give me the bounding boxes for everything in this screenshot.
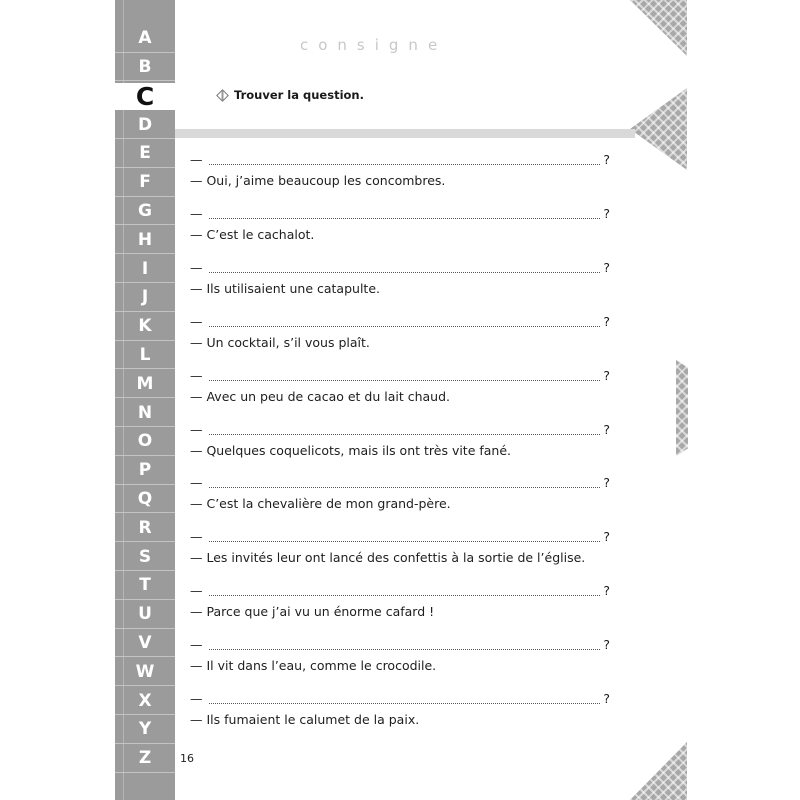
answer-text: — C’est le cachalot. — [190, 226, 315, 242]
question-blank[interactable] — [190, 150, 610, 168]
answer-text: — Un cocktail, s’il vous plaît. — [190, 334, 370, 350]
question-mark: ? — [603, 367, 610, 383]
dotted-answer-line[interactable] — [209, 703, 601, 704]
instruction-text: Trouver la question. — [234, 88, 364, 102]
letter-tab-q[interactable]: Q — [115, 486, 175, 514]
qa-pair — [190, 527, 610, 579]
qa-pair — [190, 581, 610, 633]
question-blank[interactable] — [190, 366, 610, 384]
letter-tab-k[interactable]: K — [115, 313, 175, 341]
letter-tab-i[interactable]: I — [115, 255, 175, 283]
letter-tab-v[interactable]: V — [115, 630, 175, 658]
question-dash: — — [190, 259, 203, 275]
letter-tab-r[interactable]: R — [115, 515, 175, 543]
qa-pair — [190, 150, 610, 202]
question-mark: ? — [603, 475, 610, 491]
letter-tab-h[interactable]: H — [115, 227, 175, 255]
letter-tab-j[interactable]: J — [115, 284, 175, 312]
qa-pair — [190, 258, 610, 310]
question-mark: ? — [603, 205, 610, 221]
letter-tab-x[interactable]: X — [115, 687, 175, 715]
letter-tab-f[interactable]: F — [115, 169, 175, 197]
question-blank[interactable] — [190, 258, 610, 276]
answer-text: — Les invités leur ont lancé des confettis à la sortie de l’église. — [190, 550, 586, 566]
letter-tab-m[interactable]: M — [115, 371, 175, 399]
letter-tab-s[interactable]: S — [115, 543, 175, 571]
answer-text: — Parce que j’ai vu un énorme cafard ! — [190, 604, 435, 620]
letter-tab-a[interactable]: A — [115, 25, 175, 53]
letter-tab-w[interactable]: W — [115, 659, 175, 687]
letter-tab-y[interactable]: Y — [115, 716, 175, 744]
answer-text: — C’est la chevalière de mon grand-père. — [190, 496, 451, 512]
dotted-answer-line[interactable] — [209, 649, 601, 650]
qa-pair — [190, 635, 610, 687]
question-mark: ? — [603, 529, 610, 545]
decorative-pattern-right — [676, 360, 688, 456]
instruction — [218, 88, 364, 102]
letter-tab-p[interactable]: P — [115, 457, 175, 485]
letter-tab-l[interactable]: L — [115, 342, 175, 370]
header-divider — [175, 129, 635, 138]
question-dash: — — [190, 421, 203, 437]
page-number: 16 — [180, 752, 194, 765]
dotted-answer-line[interactable] — [209, 434, 601, 435]
dotted-answer-line[interactable] — [209, 164, 601, 165]
question-dash: — — [190, 475, 203, 491]
letter-tab-g[interactable]: G — [115, 198, 175, 226]
qa-pair — [190, 473, 610, 525]
dotted-answer-line[interactable] — [209, 487, 601, 488]
question-mark: ? — [603, 583, 610, 599]
question-dash: — — [190, 637, 203, 653]
letter-tab-n[interactable]: N — [115, 399, 175, 427]
question-mark: ? — [603, 637, 610, 653]
question-dash: — — [190, 313, 203, 329]
question-dash: — — [190, 367, 203, 383]
letter-tab-b[interactable]: B — [115, 54, 175, 82]
question-blank[interactable] — [190, 420, 610, 438]
answer-text: — Ils fumaient le calumet de la paix. — [190, 712, 420, 727]
question-blank[interactable] — [190, 581, 610, 599]
question-blank[interactable] — [190, 689, 610, 707]
letter-tab-z[interactable]: Z — [115, 745, 175, 773]
alphabet-index — [115, 0, 175, 800]
decorative-pattern-top — [630, 0, 687, 56]
question-dash: — — [190, 691, 203, 706]
question-dash: — — [190, 205, 203, 221]
letter-tab-o[interactable]: O — [115, 428, 175, 456]
dotted-answer-line[interactable] — [209, 595, 601, 596]
question-mark: ? — [603, 152, 610, 167]
question-dash: — — [190, 529, 203, 545]
question-mark: ? — [603, 259, 610, 275]
question-blank[interactable] — [190, 635, 610, 653]
decorative-pattern-middle — [630, 88, 687, 170]
letter-tab-t[interactable]: T — [115, 572, 175, 600]
letter-tab-e[interactable]: E — [115, 140, 175, 168]
answer-text: — Quelques coquelicots, mais ils ont très vite fané. — [190, 442, 512, 458]
question-blank[interactable] — [190, 473, 610, 491]
letter-tab-d[interactable]: D — [115, 111, 175, 139]
question-mark: ? — [603, 313, 610, 329]
decorative-pattern-bottom — [630, 742, 687, 800]
question-dash: — — [190, 152, 203, 167]
letter-tab-u[interactable]: U — [115, 601, 175, 629]
consigne-heading: consigne — [300, 36, 448, 54]
qa-pair — [190, 366, 610, 418]
dotted-answer-line[interactable] — [209, 326, 601, 327]
answer-text: — Avec un peu de cacao et du lait chaud. — [190, 388, 451, 404]
qa-pair — [190, 204, 610, 256]
question-dash: — — [190, 583, 203, 599]
answer-text: — Oui, j’aime beaucoup les concombres. — [190, 173, 446, 188]
question-blank[interactable] — [190, 312, 610, 330]
answer-text: — Ils utilisaient une catapulte. — [190, 280, 380, 296]
letter-tab-c[interactable]: C — [115, 83, 175, 111]
qa-pair — [190, 312, 610, 364]
question-mark: ? — [603, 691, 610, 706]
dotted-answer-line[interactable] — [209, 218, 601, 219]
answer-text: — Il vit dans l’eau, comme le crocodile. — [190, 658, 437, 674]
dotted-answer-line[interactable] — [209, 272, 601, 273]
dotted-answer-line[interactable] — [209, 380, 601, 381]
question-blank[interactable] — [190, 527, 610, 545]
question-blank[interactable] — [190, 204, 610, 222]
dotted-answer-line[interactable] — [209, 541, 601, 542]
diamond-bullet-icon — [216, 89, 229, 102]
question-mark: ? — [603, 421, 610, 437]
qa-pair — [190, 689, 610, 741]
qa-pair — [190, 420, 610, 472]
